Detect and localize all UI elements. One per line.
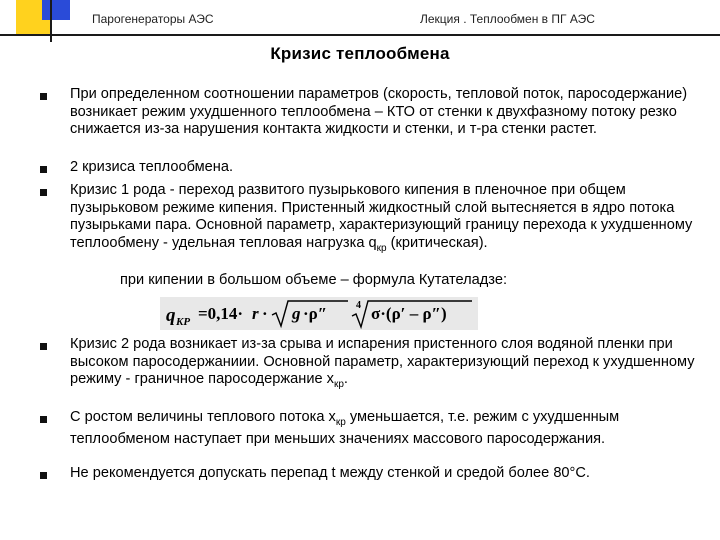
formula-sigma-term: σ·(ρ′ – ρ″) xyxy=(371,304,447,323)
header-vertical-line xyxy=(50,0,52,42)
list-item-text: . xyxy=(343,371,348,387)
bullet-square-icon xyxy=(40,189,47,196)
bullet-square-icon xyxy=(40,472,47,479)
list-item-text: С ростом величины теплового потока х xyxy=(70,409,336,425)
header-lecture-title: Лекция . Теплообмен в ПГ АЭС xyxy=(420,12,595,26)
subscript: кр xyxy=(376,242,387,254)
list-item-text: Кризис 1 рода - переход развитого пузырькового кипения в пленочное при общем пузырьковом режиме кипения. Пристенный жидкостный слой вытесняется в ядро потока пузырьками пара. Основной параметр, характеризующий границу перехода к ухудшенному теплообмену - удельная тепловая нагрузка q xyxy=(70,182,693,251)
formula-rho-double-prime: ·ρ″ xyxy=(303,304,328,323)
formula-dot: · xyxy=(262,304,268,323)
formula-r: r xyxy=(252,304,259,323)
list-item-text: Кризис 2 рода возникает из-за срыва и испарения пристенного слоя водяной пленки при высоком паросодержаниии. Основной параметр, характеризующий переход к ухудшенному режиму - граничное паросодержание х xyxy=(70,336,695,387)
subscript: кр xyxy=(333,378,344,390)
formula-q: q xyxy=(166,305,176,326)
list-item-text: уменьшается, т.е. режим с ухудшенным теплообменом наступает при меньших значениях массового паросодержания. xyxy=(70,409,620,448)
bullet-square-icon xyxy=(40,93,47,100)
subscript: кр xyxy=(335,416,346,428)
list-item: Не рекомендуется допускать перепад t между стенкой и средой более 80°С. xyxy=(70,465,590,481)
list-item xyxy=(70,336,700,393)
bullet-square-icon xyxy=(40,416,47,423)
list-item xyxy=(70,409,700,449)
header-horizontal-line xyxy=(0,34,720,36)
blue-square-decoration xyxy=(42,0,70,20)
formula-g: g xyxy=(292,304,301,323)
formula-intro: при кипении в большом объеме – формула Кутателадзе: xyxy=(120,272,508,288)
bullet-square-icon xyxy=(40,166,47,173)
formula-coefficient: =0,14· xyxy=(198,304,244,323)
bullet-square-icon xyxy=(40,343,47,350)
list-item: 2 кризиса теплообмена. xyxy=(70,159,234,175)
root-index: 4 xyxy=(356,300,361,311)
list-item-text: (критическая). xyxy=(386,234,488,251)
slide-title: Кризис теплообмена xyxy=(270,44,450,63)
kutateladze-formula xyxy=(160,297,478,330)
formula-q-subscript: KP xyxy=(176,316,191,328)
header-course-title: Парогенераторы АЭС xyxy=(92,12,214,26)
list-item xyxy=(70,182,700,257)
list-item: При определенном соотношении параметров (скорость, тепловой поток, паросодержание) возникает режим ухудшенного теплообмена – КТО от стенки к двухфазному потоку резко снижается из-за нарушения контакта жидкости и стенки, и т-ра стенки растет. xyxy=(70,86,688,137)
